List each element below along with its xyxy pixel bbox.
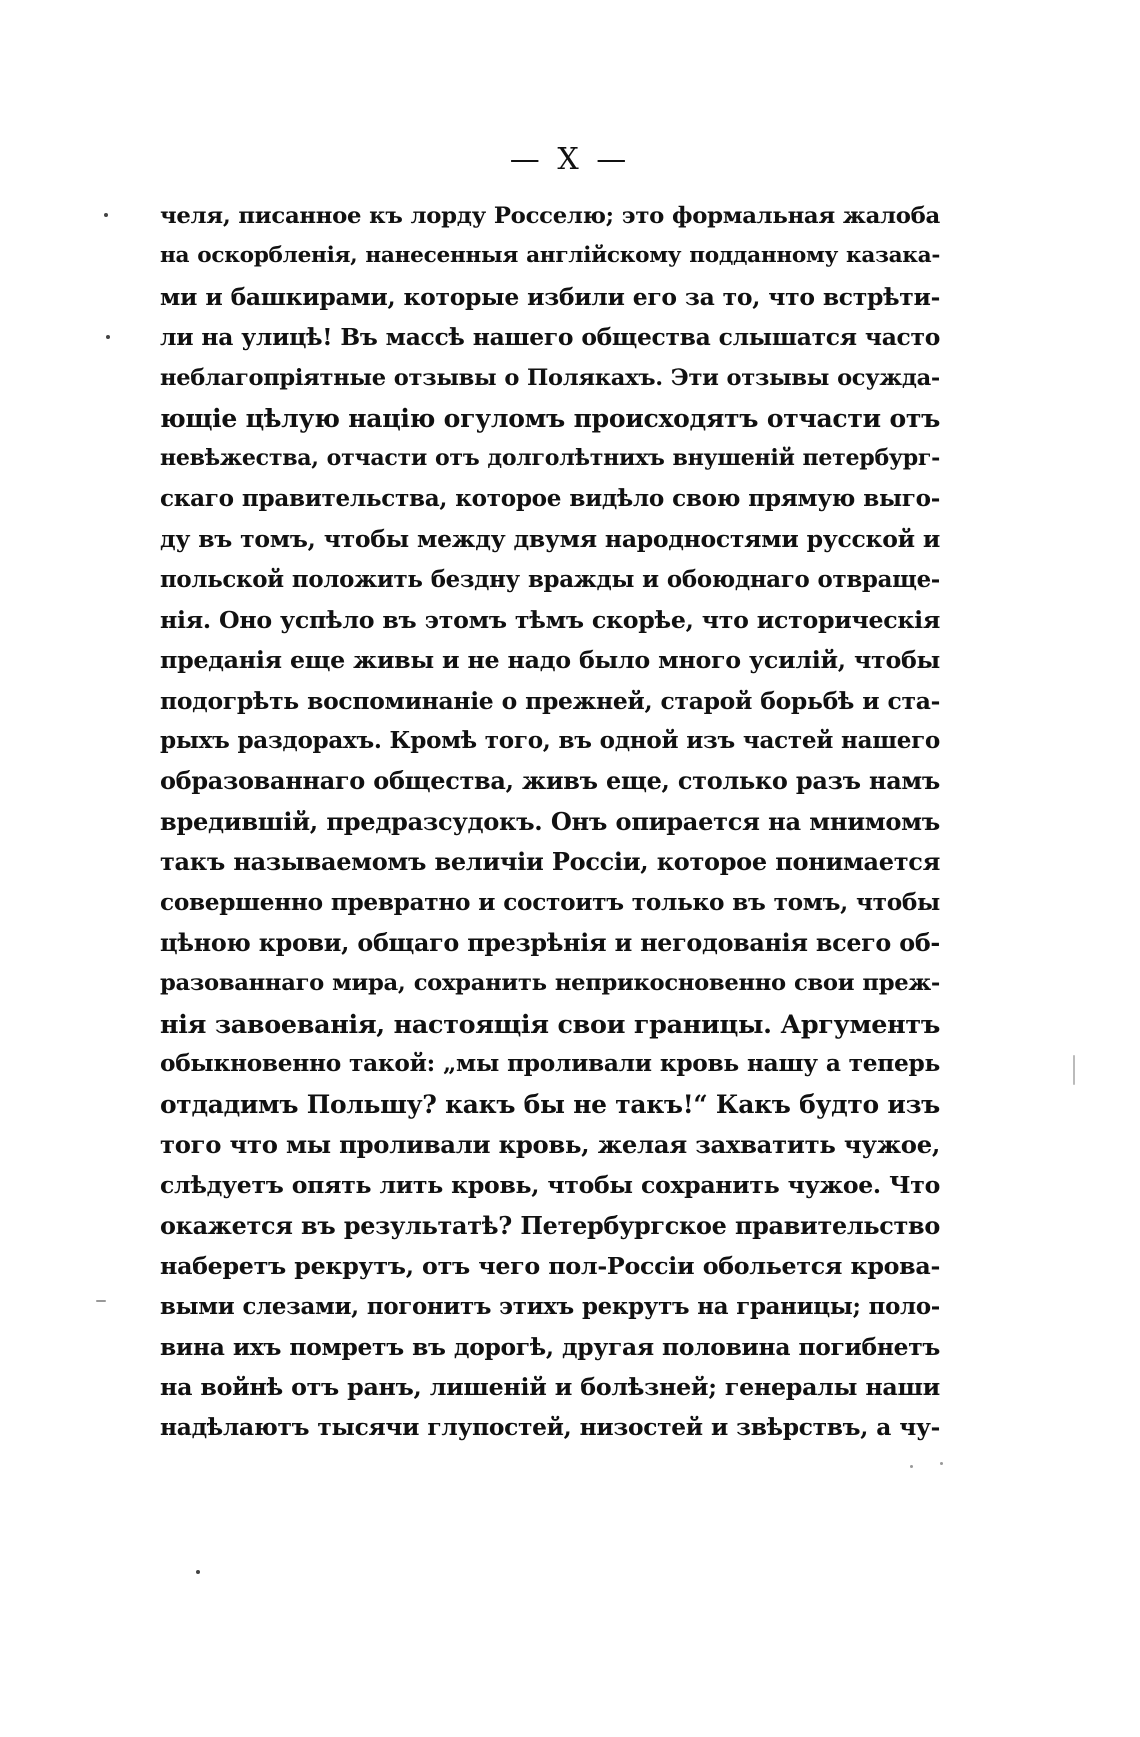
text-line: разованнаго мира, сохранить неприкосновенно свои преж- [160,970,940,997]
text-line: на оскорбленія, нанесенныя англійскому подданному казака- [160,243,940,269]
text-line: окажется въ результатѣ? Петербургское правительство [160,1211,940,1240]
text-line: подогрѣть воспоминаніе о прежней, старой борьбѣ и ста- [160,686,940,715]
text-line: скаго правительства, которое видѣло свою прямую выго- [160,484,940,512]
scan-speck [104,213,108,217]
scan-speck [910,1465,913,1468]
text-line: отдадимъ Польшу? какъ бы не такъ!“ Какъ будто изъ [160,1089,940,1119]
text-line: на войнѣ отъ ранъ, лишеній и болѣзней; генералы наши [160,1373,940,1402]
text-line: совершенно превратно и состоитъ только въ томъ, чтобы [160,888,940,916]
scan-speck [1073,1055,1075,1085]
text-line: слѣдуетъ опять лить кровь, чтобы сохранить чужое. Что [160,1171,940,1200]
scan-speck [106,335,110,339]
text-line: цѣною крови, общаго презрѣнія и негодованія всего об- [160,929,940,958]
text-line: ду въ томъ, чтобы между двумя народностями русской и [160,525,940,554]
page-number: — X — [509,142,631,177]
scan-speck [196,1570,200,1574]
text-line: ли на улицѣ! Въ массѣ нашего общества слышатся часто [160,323,940,352]
text-line: неблагопріятные отзывы о Полякахъ. Эти отзывы осужда- [160,364,940,391]
text-line: того что мы проливали кровь, желая захватить чужое, [160,1129,940,1159]
text-line: невѣжества, отчасти отъ долголѣтнихъ внушеній петербург- [160,445,940,472]
text-line: выми слезами, погонитъ этихъ рекрутъ на границы; поло- [160,1293,940,1320]
text-line: такъ называемомъ величіи Россіи, которое понимается [160,847,940,877]
scan-speck [940,1462,943,1465]
text-line: нія завоеванія, настоящія свои границы. Аргументъ [160,1008,940,1039]
text-line: вина ихъ помретъ въ дорогѣ, другая половина погибнетъ [160,1332,940,1361]
text-line: нія. Оно успѣло въ этомъ тѣмъ скорѣе, что историческія [160,605,940,634]
text-line: образованнаго общества, живъ еще, столько разъ намъ [160,767,940,796]
text-line: наберетъ рекрутъ, отъ чего пол-Россіи обольется крова- [160,1252,940,1281]
body-text [160,196,940,1448]
text-line: челя, писанное къ лорду Росселю; это формальная жалоба [160,203,940,229]
text-line: обыкновенно такой: „мы проливали кровь нашу а теперь [160,1050,940,1078]
text-line: преданія еще живы и не надо было много усилій, чтобы [160,646,940,675]
text-line: ющіе цѣлую націю огуломъ происходятъ отчасти отъ [160,402,940,433]
scan-speck [96,1300,106,1302]
text-line: ми и башкирами, которые избили его за то, что встрѣти- [160,282,940,311]
text-line: рыхъ раздорахъ. Кромѣ того, въ одной изъ частей нашего [160,727,940,755]
text-line: польской положить бездну вражды и обоюднаго отвраще- [160,566,940,593]
text-line: надѣлаютъ тысячи глупостей, низостей и звѣрствъ, а чу- [160,1413,940,1441]
text-line: вредившій, предразсудокъ. Онъ опирается на мнимомъ [160,806,940,836]
